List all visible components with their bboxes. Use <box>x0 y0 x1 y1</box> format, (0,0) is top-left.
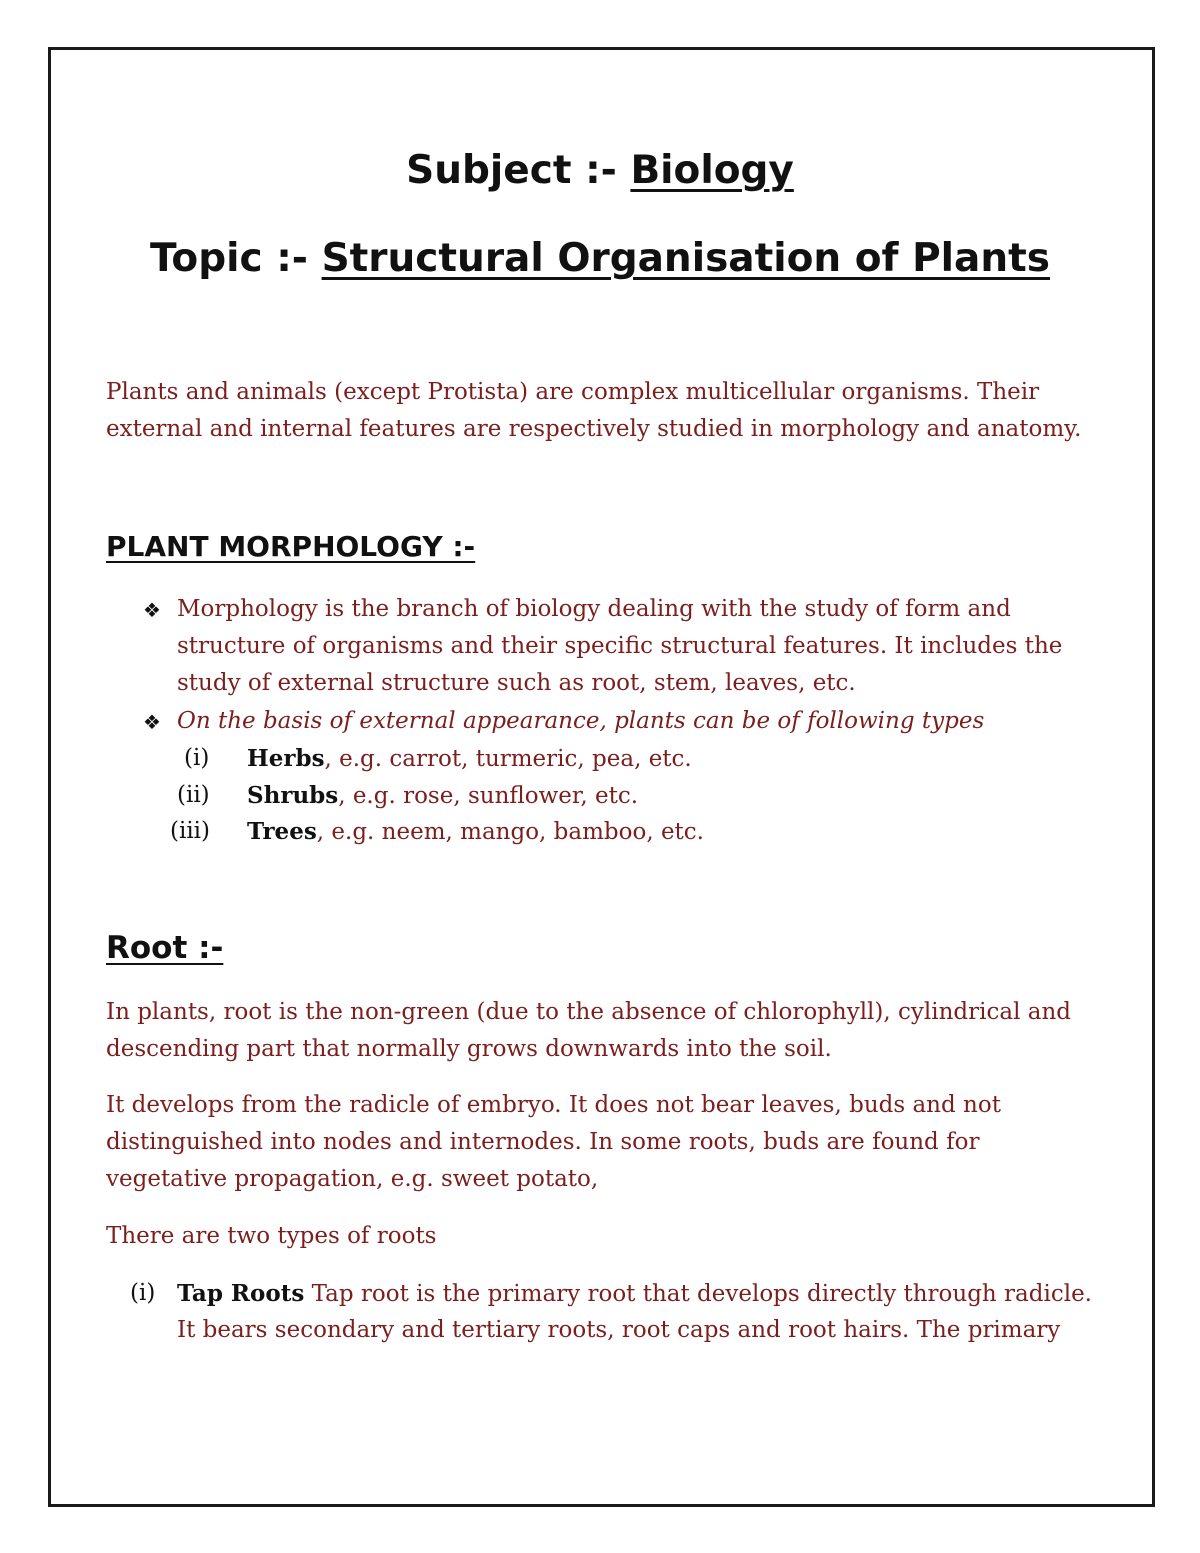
morphology-bullet1-line-1: Morphology is the branch of biology dealing with the study of form and <box>177 596 1011 622</box>
root-para2-line-3: vegetative propagation, e.g. sweet potato, <box>106 1166 599 1192</box>
root-para2-line-2: distinguished into nodes and internodes. In some roots, buds are found for <box>106 1129 980 1155</box>
type-item-herbs <box>247 740 692 778</box>
morphology-bullet2: On the basis of external appearance, plants can be of following types <box>177 708 985 734</box>
type-item-trees <box>247 813 704 851</box>
type-term: Shrubs <box>247 782 339 809</box>
tap-root-line-1 <box>177 1275 1092 1313</box>
tap-root-description: Tap root is the primary root that develops directly through radicle. <box>304 1281 1092 1307</box>
intro-line-1: Plants and animals (except Protista) are complex multicellular organisms. Their <box>106 379 1040 405</box>
root-para2-line-1: It develops from the radicle of embryo. It does not bear leaves, buds and not <box>106 1092 1001 1118</box>
type-rest: , e.g. neem, mango, bamboo, etc. <box>316 819 704 845</box>
intro-line-2: external and internal features are respectively studied in morphology and anatomy. <box>106 416 1082 442</box>
type-rest: , e.g. rose, sunflower, etc. <box>338 783 639 809</box>
subject-value: Biology <box>630 148 794 193</box>
bullet-icon: ❖ <box>143 598 161 622</box>
root-para3: There are two types of roots <box>106 1223 437 1249</box>
topic-title <box>0 236 1200 281</box>
subject-label: Subject :- <box>406 148 631 193</box>
plant-morphology-heading: PLANT MORPHOLOGY :- <box>106 530 476 563</box>
morphology-bullet1-line-3: study of external structure such as root, stem, leaves, etc. <box>177 670 856 696</box>
root-para1-line-2: descending part that normally grows downwards into the soil. <box>106 1036 832 1062</box>
bullet-icon: ❖ <box>143 710 161 734</box>
type-rest: , e.g. carrot, turmeric, pea, etc. <box>324 746 692 772</box>
morphology-bullet1-line-2: structure of organisms and their specific structural features. It includes the <box>177 633 1063 659</box>
topic-value: Structural Organisation of Plants <box>321 236 1050 281</box>
tap-root-term: Tap Roots <box>177 1280 305 1307</box>
root-para1-line-1: In plants, root is the non-green (due to the absence of chlorophyll), cylindrical and <box>106 999 1071 1025</box>
type-item-shrubs <box>247 777 638 815</box>
type-term: Herbs <box>247 745 325 772</box>
type-num: (iii) <box>170 818 211 844</box>
root-heading: Root :- <box>106 930 224 966</box>
type-num: (i) <box>184 745 210 771</box>
subject-title <box>0 148 1200 193</box>
tap-root-num: (i) <box>130 1280 156 1306</box>
type-num: (ii) <box>177 782 210 808</box>
type-term: Trees <box>247 818 317 845</box>
tap-root-line-2: It bears secondary and tertiary roots, root caps and root hairs. The primary <box>177 1317 1061 1343</box>
topic-label: Topic :- <box>150 236 322 281</box>
